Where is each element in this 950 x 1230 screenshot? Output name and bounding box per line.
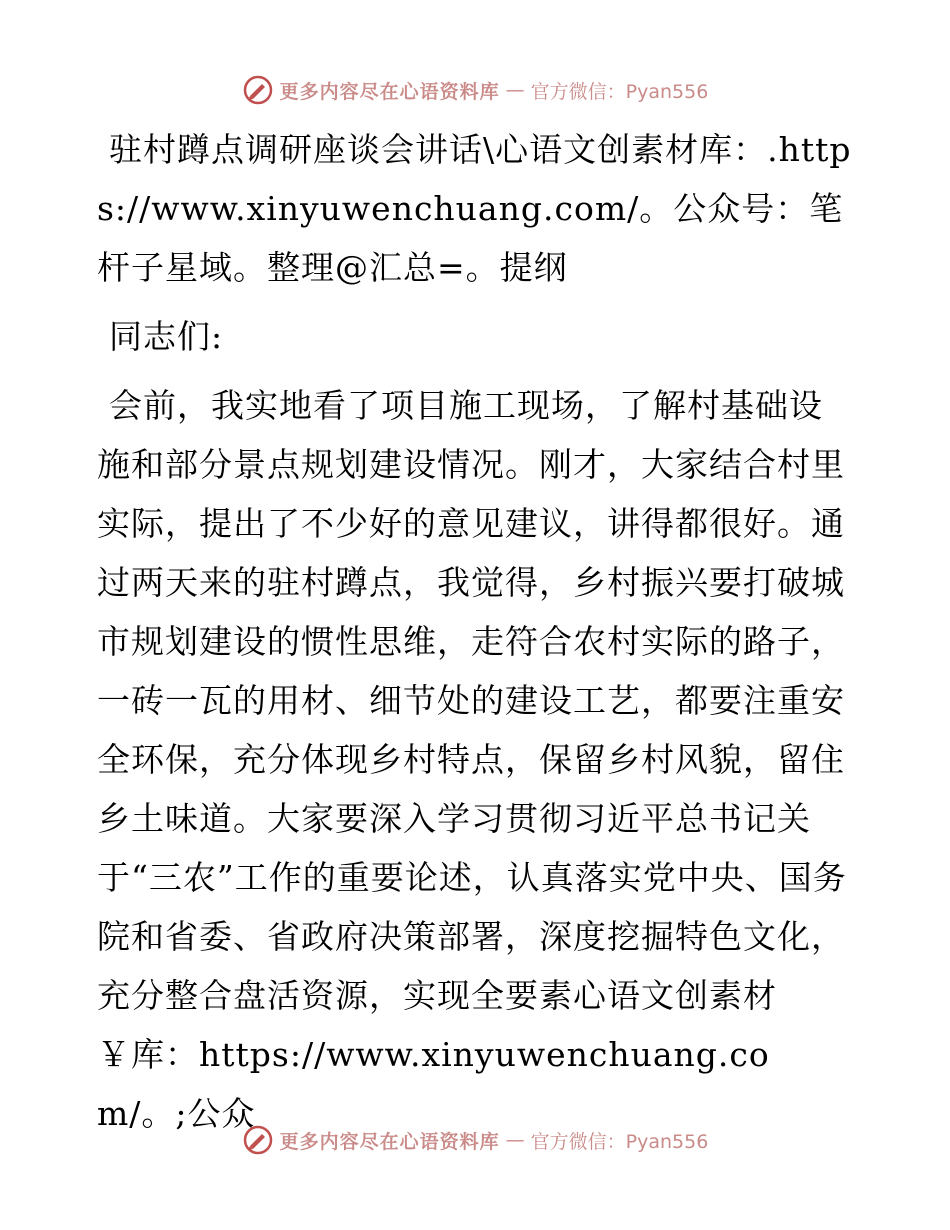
banner-wechat: 官方微信：Pyan556 [530,1130,709,1153]
pen-logo-icon [242,1124,274,1156]
banner-text: 更多内容尽在心语资料库 [279,1130,500,1153]
document-title: 驻村蹲点调研座谈会讲话\心语文创素材库：.https://www.xinyuwenchuang.com/。公众号：笔杆子星域。整理@汇总=。提纲 [97,130,852,287]
body-paragraph: 会前，我实地看了项目施工现场，了解村基础设施和部分景点规划建设情况。刚才，大家结合村里实际，提出了不少好的意见建议，讲得都很好。通过两天来的驻村蹲点，我觉得，乡村振兴要打破城市规划建设的惯性思维，走符合农村实际的路子，一砖一瓦的用材、细节处的建设工艺，都要注重安全环保，充分体现乡村特点，保留乡村风貌，留住乡土味道。大家要深入学习贯彻习近平总书记关于“三农”工作的重要论述，认真落实党中央、国务院和省委、省政府决策部署，深度挖掘特色文化，充分整合盘活资源，实现全要素心语文创素材￥库：https://www.xinyuwenchuang.com/。;公众 [97,386,847,1133]
header-banner [0,70,950,110]
document-content [97,120,852,1143]
pen-logo-icon [242,74,274,106]
footer-banner [0,1120,950,1160]
banner-dash: — [505,79,525,101]
banner-dash: — [505,1129,525,1151]
banner-wechat: 官方微信：Pyan556 [530,80,709,103]
banner-text: 更多内容尽在心语资料库 [279,80,500,103]
greeting: 同志们: [109,317,224,356]
